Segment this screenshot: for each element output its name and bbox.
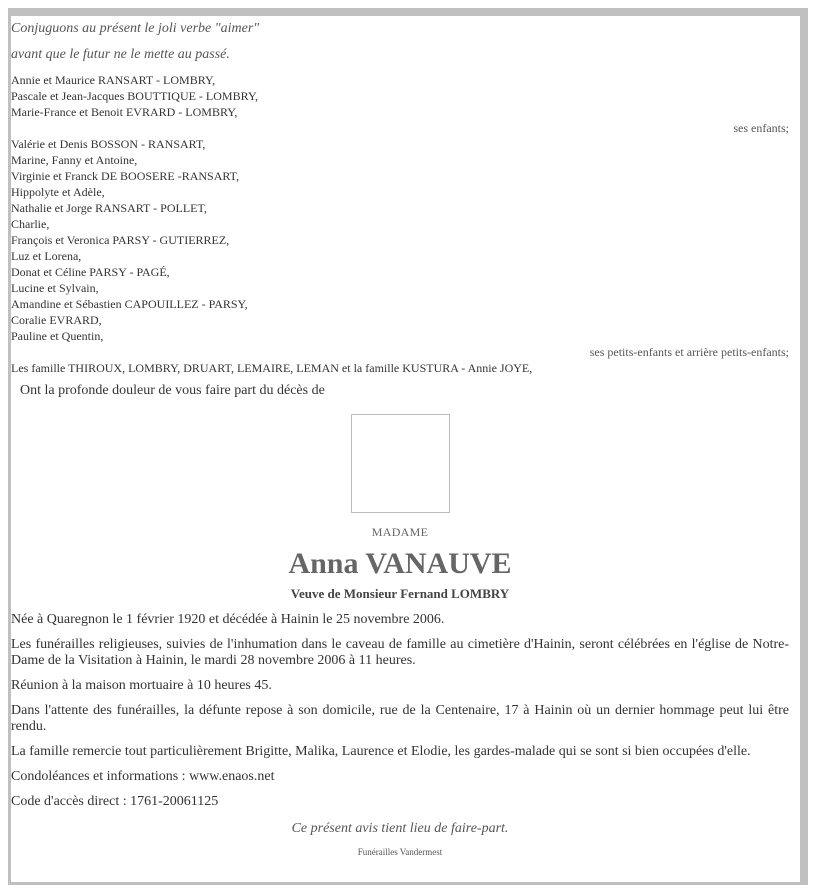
list-item: Pascale et Jean-Jacques BOUTTIQUE - LOMBRY, — [11, 89, 259, 103]
birth-death-paragraph: Née à Quaregnon le 1 février 1920 et décédée à Hainin le 25 novembre 2006. — [11, 612, 445, 627]
grandchildren-label: ses petits-enfants et arrière petits-enfants; — [589, 345, 789, 359]
closing-note: Ce présent avis tient lieu de faire-part. — [291, 821, 509, 836]
widow-of: Veuve de Monsieur Fernand LOMBRY — [290, 586, 510, 601]
death-notice — [11, 16, 789, 857]
children-label: ses enfants; — [733, 121, 789, 135]
thanks-paragraph: La famille remercie tout particulièrement Brigitte, Malika, Laurence et Elodie, les gardes-malade qui se sont si bien occupées d'elle. — [11, 744, 751, 759]
gathering-paragraph: Réunion à la maison mortuaire à 10 heures 45. — [11, 678, 272, 693]
funeral-home-credit: Funérailles Vandermest — [357, 847, 443, 857]
list-item: Coralie EVRARD, — [11, 313, 102, 327]
list-item: Virginie et Franck DE BOOSERE -RANSART, — [11, 169, 240, 183]
list-item: François et Veronica PARSY - GUTIERREZ, — [11, 233, 230, 247]
list-item: Charlie, — [11, 217, 50, 231]
families-line: Les famille THIROUX, LOMBRY, DRUART, LEMAIRE, LEMAN et la famille KUSTURA - Annie JOYE, — [11, 361, 533, 375]
list-item: Valérie et Denis BOSSON - RANSART, — [11, 137, 206, 151]
list-item: Luz et Lorena, — [11, 249, 82, 263]
grandchildren-list — [11, 136, 789, 344]
portrait-photo-frame — [351, 414, 450, 513]
access-code-paragraph: Code d'accès direct : 1761-20061125 — [11, 794, 219, 809]
list-item: Annie et Maurice RANSART - LOMBRY, — [11, 73, 216, 87]
list-item: Hippolyte et Adèle, — [11, 185, 105, 199]
repose-paragraph: Dans l'attente des funérailles, la défunte repose à son domicile, rue de la Centenaire, 17 à Hainin où un dernier hommage peut lui être rendu. — [11, 703, 789, 734]
list-item: Nathalie et Jorge RANSART - POLLET, — [11, 201, 207, 215]
list-item: Marie-France et Benoit EVRARD - LOMBRY, — [11, 105, 238, 119]
list-item: Donat et Céline PARSY - PAGÉ, — [11, 265, 170, 279]
list-item: Pauline et Quentin, — [11, 329, 104, 343]
list-item: Marine, Fanny et Antoine, — [11, 153, 138, 167]
list-item: Lucine et Sylvain, — [11, 281, 99, 295]
quote-line-2: avant que le futur ne le mette au passé. — [11, 47, 230, 62]
children-list — [11, 72, 789, 120]
funeral-paragraph: Les funérailles religieuses, suivies de l'inhumation dans le caveau de famille au cimetière d'Hainin, seront célébrées en l'église de Notre-Dame de la Visitation à Hainin, le mardi 28 novembre 2006 à 11 heures. — [11, 637, 789, 668]
list-item: Amandine et Sébastien CAPOUILLEZ - PARSY, — [11, 297, 248, 311]
quote-line-1: Conjuguons au présent le joli verbe "aimer" — [11, 21, 260, 36]
announcement: Ont la profonde douleur de vous faire part du décès de — [20, 383, 325, 398]
condolences-paragraph: Condoléances et informations : www.enaos.net — [11, 769, 275, 784]
honorific: MADAME — [371, 525, 429, 539]
deceased-name: Anna VANAUVE — [288, 547, 512, 580]
